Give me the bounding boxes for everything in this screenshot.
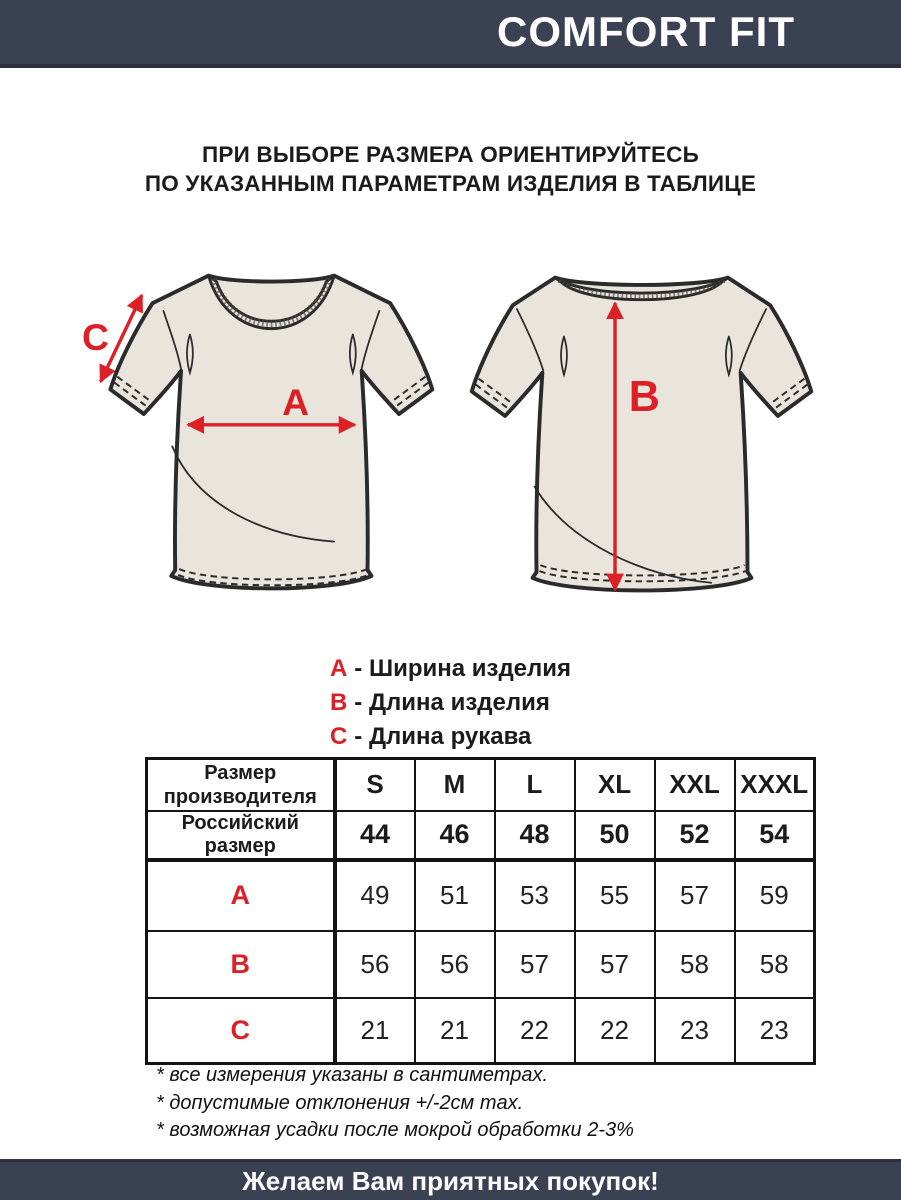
table-row-c — [147, 998, 815, 1064]
cell-a-m: 51 — [415, 860, 495, 931]
cell-ru-m: 46 — [415, 811, 495, 860]
shirt-diagrams — [80, 252, 826, 630]
measure-label-b: B — [628, 373, 660, 422]
header-bar — [0, 0, 901, 68]
measurement-legend — [0, 652, 901, 754]
col-header-size-xl: XL — [575, 759, 655, 811]
row-label-russian-size: Российский размер — [147, 811, 335, 860]
footer-bar — [0, 1159, 901, 1200]
cell-b-l: 57 — [495, 931, 575, 998]
cell-b-s: 56 — [335, 931, 415, 998]
tshirt-back-diagram — [458, 252, 826, 630]
table-header-row — [147, 759, 815, 811]
size-table — [145, 757, 816, 1065]
intro-line-1: ПРИ ВЫБОРЕ РАЗМЕРА ОРИЕНТИРУЙТЕСЬ — [202, 142, 699, 167]
footnote-shrinkage: * возможная усадки после мокрой обработки 2-3% — [156, 1119, 634, 1141]
cell-a-xxl: 57 — [655, 860, 735, 931]
cell-c-xl: 22 — [575, 998, 655, 1064]
cell-ru-xxl: 52 — [655, 811, 735, 860]
cell-ru-s: 44 — [335, 811, 415, 860]
cell-a-xxxl: 59 — [735, 860, 815, 931]
legend-item-c — [330, 720, 571, 754]
cell-ru-xl: 50 — [575, 811, 655, 860]
cell-c-l: 22 — [495, 998, 575, 1064]
measure-label-a: A — [282, 380, 310, 423]
cell-a-s: 49 — [335, 860, 415, 931]
footer-message: Желаем Вам приятных покупок! — [242, 1165, 659, 1196]
intro-text — [0, 140, 901, 198]
col-header-size-s: S — [335, 759, 415, 811]
tshirt-back-body — [472, 278, 812, 591]
cell-c-xxxl: 23 — [735, 998, 815, 1064]
footnote-tolerance: * допустимые отклонения +/-2см max. — [156, 1091, 524, 1114]
cell-c-m: 21 — [415, 998, 495, 1064]
cell-ru-xxxl: 54 — [735, 811, 815, 860]
row-label-a: A — [147, 860, 335, 931]
legend-text-c: - Длина рукава — [354, 723, 532, 750]
tshirt-front-diagram — [80, 252, 448, 630]
brand-title: COMFORT FIT — [497, 8, 795, 55]
legend-item-b — [330, 686, 571, 720]
footnote-units: * все измерения указаны в сантиметрах. — [156, 1064, 549, 1086]
legend-key-b: B — [329, 689, 348, 716]
cell-b-xxxl: 58 — [735, 931, 815, 998]
table-row-russian-size — [147, 811, 815, 860]
cell-ru-l: 48 — [495, 811, 575, 860]
col-header-size-m: M — [415, 759, 495, 811]
table-row-b — [147, 931, 815, 998]
cell-b-m: 56 — [415, 931, 495, 998]
intro-line-2: ПО УКАЗАННЫМ ПАРАМЕТРАМ ИЗДЕЛИЯ В ТАБЛИЦЕ — [144, 171, 757, 196]
footnotes — [156, 1062, 634, 1145]
col-header-size-xxxl: XXXL — [735, 759, 815, 811]
cell-c-xxl: 23 — [655, 998, 735, 1064]
col-header-size-l: L — [495, 759, 575, 811]
legend-key-c: C — [329, 723, 348, 750]
table-row-a — [147, 860, 815, 931]
legend-item-a — [330, 652, 571, 686]
cell-b-xl: 57 — [575, 931, 655, 998]
legend-text-b: - Длина изделия — [354, 689, 550, 716]
row-label-c: C — [147, 998, 335, 1064]
cell-a-l: 53 — [495, 860, 575, 931]
cell-b-xxl: 58 — [655, 931, 735, 998]
cell-c-s: 21 — [335, 998, 415, 1064]
col-header-manufacturer-size: Размер производителя — [147, 759, 335, 811]
legend-text-a: - Ширина изделия — [354, 655, 572, 682]
measure-label-c: C — [81, 316, 109, 359]
row-label-b: B — [147, 931, 335, 998]
cell-a-xl: 55 — [575, 860, 655, 931]
legend-key-a: A — [329, 655, 348, 682]
col-header-size-xxl: XXL — [655, 759, 735, 811]
